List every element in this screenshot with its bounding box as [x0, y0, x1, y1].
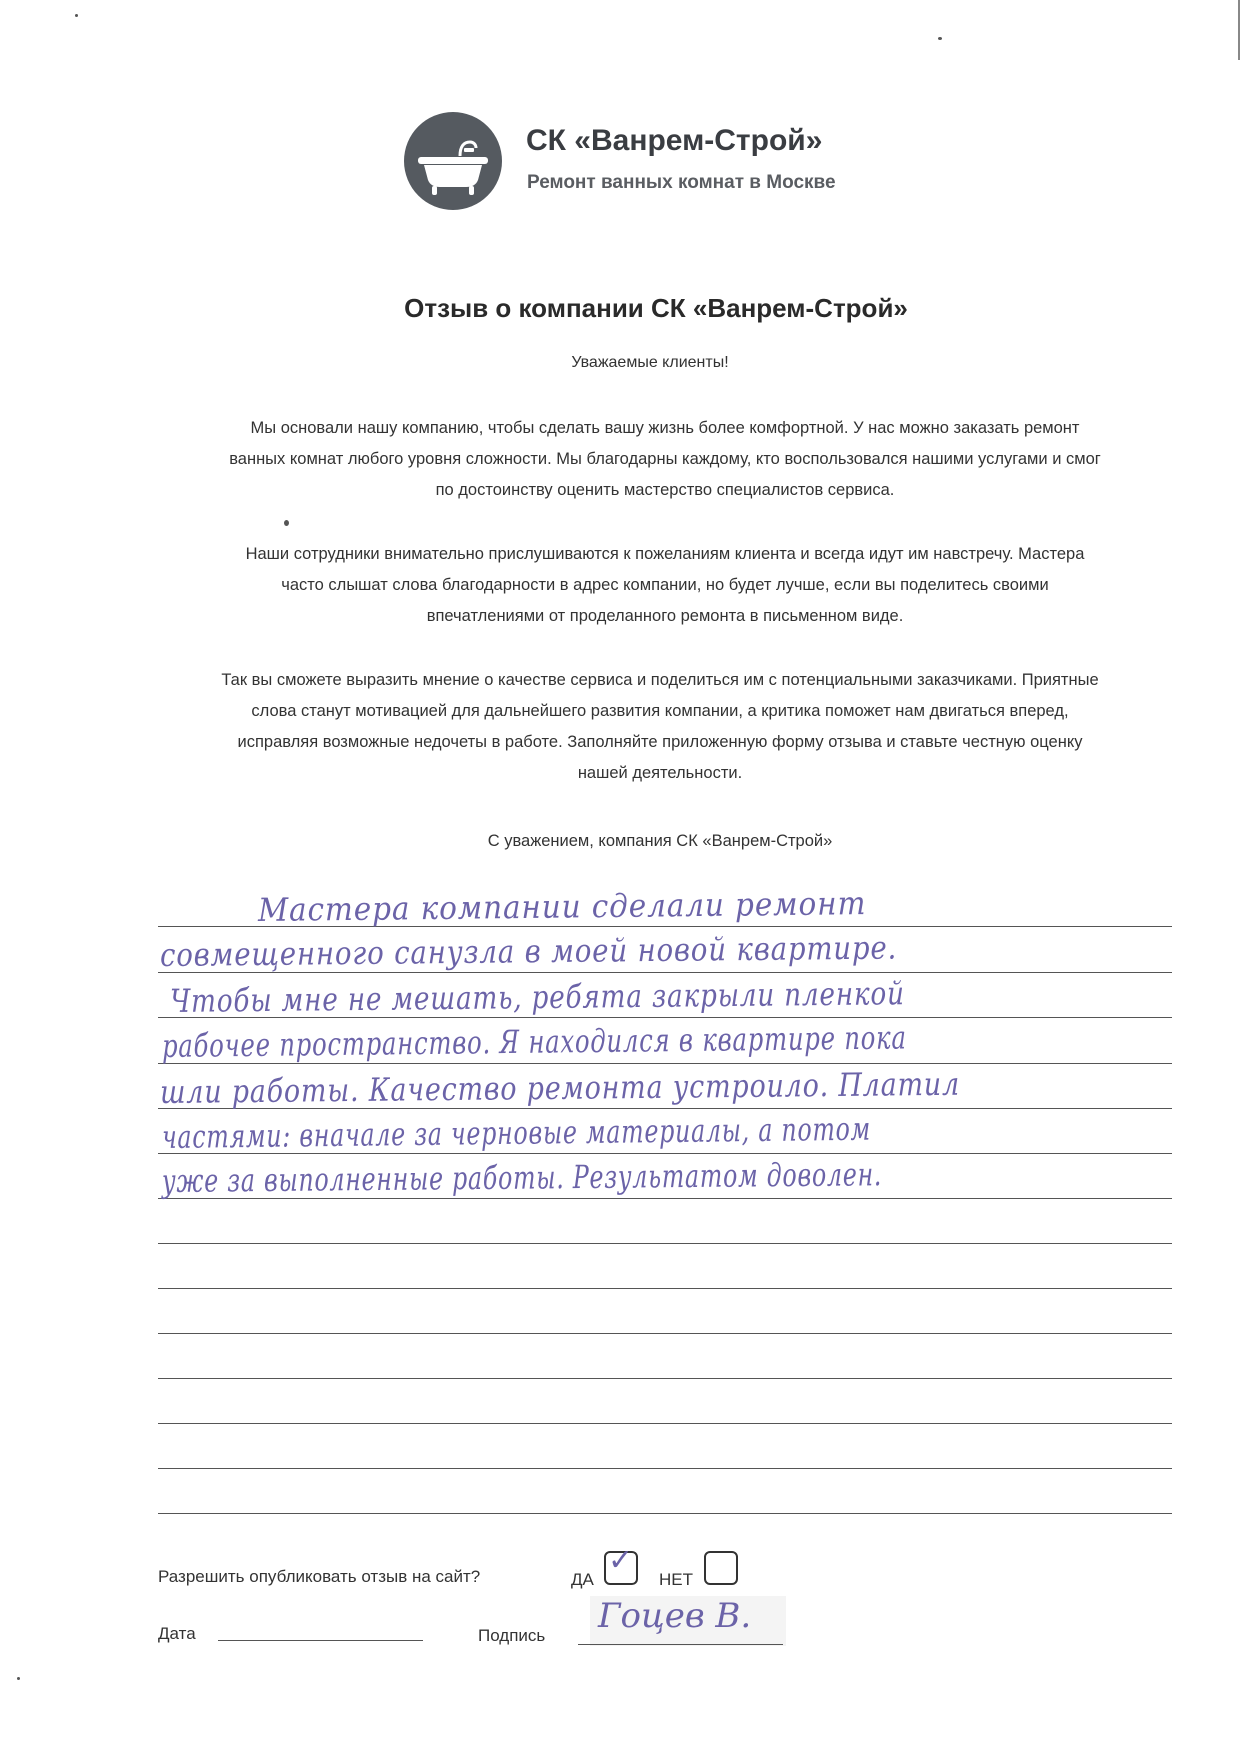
paragraph-line: Мы основали нашу компанию, чтобы сделать вашу жизнь более комфортной. У нас можно заказать ремонт — [250, 419, 1080, 437]
handwritten-line: Чтобы мне не мешать, ребята закрыли пленкой — [169, 974, 905, 1020]
ruled-line — [158, 1243, 1172, 1244]
ruled-line — [158, 1513, 1172, 1514]
publish-question: Разрешить опубликовать отзыв на сайт? — [158, 1567, 481, 1586]
date-label: Дата — [158, 1624, 196, 1643]
scan-speck — [284, 520, 289, 526]
publish-no-checkbox[interactable] — [704, 1551, 738, 1585]
handwritten-line: уже за выполненные работы. Результатом доволен. — [161, 1155, 883, 1200]
paragraph-line: по достоинству оценить мастерство специалистов сервиса. — [435, 481, 895, 499]
greeting: Уважаемые клиенты! — [571, 354, 729, 371]
brand-tagline: Ремонт ванных комнат в Москве — [527, 172, 836, 193]
intro-paragraph — [135, 413, 1195, 506]
ruled-line — [158, 1333, 1172, 1334]
signature-field[interactable] — [578, 1644, 783, 1645]
feedback-paragraph — [130, 665, 1190, 789]
handwritten-line: Мастера компании сделали ремонт — [257, 884, 867, 929]
handwritten-line: рабочее пространство. Я находился в квартире пока — [161, 1018, 907, 1065]
scan-speck — [938, 37, 942, 40]
closing-signature: С уважением, компания СК «Ванрем-Строй» — [487, 832, 833, 850]
paragraph-line: исправляя возможные недочеты в работе. Заполняйте приложенную форму отзыва и ставьте честную оценку — [237, 733, 1083, 751]
no-label: НЕТ — [659, 1570, 693, 1589]
handwritten-line: шли работы. Качество ремонта устроило. Платил — [159, 1064, 961, 1111]
yes-label: ДА — [571, 1570, 594, 1589]
ruled-line — [158, 1468, 1172, 1469]
check-icon: ✓ — [608, 1543, 634, 1578]
paragraph-line: часто слышат слова благодарности в адрес компании, но будет лучше, если вы поделитесь своими — [281, 576, 1049, 594]
page-title: Отзыв о компании СК «Ванрем-Строй» — [404, 293, 908, 323]
scan-speck — [75, 14, 78, 17]
ruled-line — [158, 1423, 1172, 1424]
handwritten-line: совмещенного санузла в моей новой квартире. — [159, 928, 898, 974]
date-field[interactable] — [218, 1640, 423, 1641]
handwritten-line: частями: вначале за черновые материалы, а потом — [161, 1109, 872, 1156]
scan-speck — [1238, 0, 1240, 60]
company-logo — [404, 112, 502, 210]
paragraph-line: нашей деятельности. — [577, 764, 743, 782]
handwritten-signature: Гоцев В. — [598, 1596, 752, 1636]
staff-paragraph — [135, 539, 1195, 632]
signature-label: Подпись — [478, 1626, 546, 1645]
paragraph-line: Так вы сможете выразить мнение о качестве сервиса и поделиться им с потенциальными заказчиками. Приятные — [221, 671, 1099, 689]
ruled-line — [158, 1378, 1172, 1379]
paragraph-line: ванных комнат любого уровня сложности. Мы благодарны каждому, кто воспользовался нашими услугами и смог — [229, 450, 1101, 468]
brand-name: СК «Ванрем-Строй» — [526, 124, 823, 157]
paragraph-line: впечатлениями от проделанного ремонта в письменном виде. — [426, 607, 904, 625]
paragraph-line: Наши сотрудники внимательно прислушиваются к пожеланиям клиента и всегда идут им навстречу. Мастера — [245, 545, 1085, 563]
bathtub-icon — [404, 112, 502, 210]
paragraph-line: слова станут мотивацией для дальнейшего развития компании, а критика поможет нам двигаться вперед, — [251, 702, 1069, 720]
ruled-line — [158, 1288, 1172, 1289]
scan-speck — [17, 1677, 20, 1680]
